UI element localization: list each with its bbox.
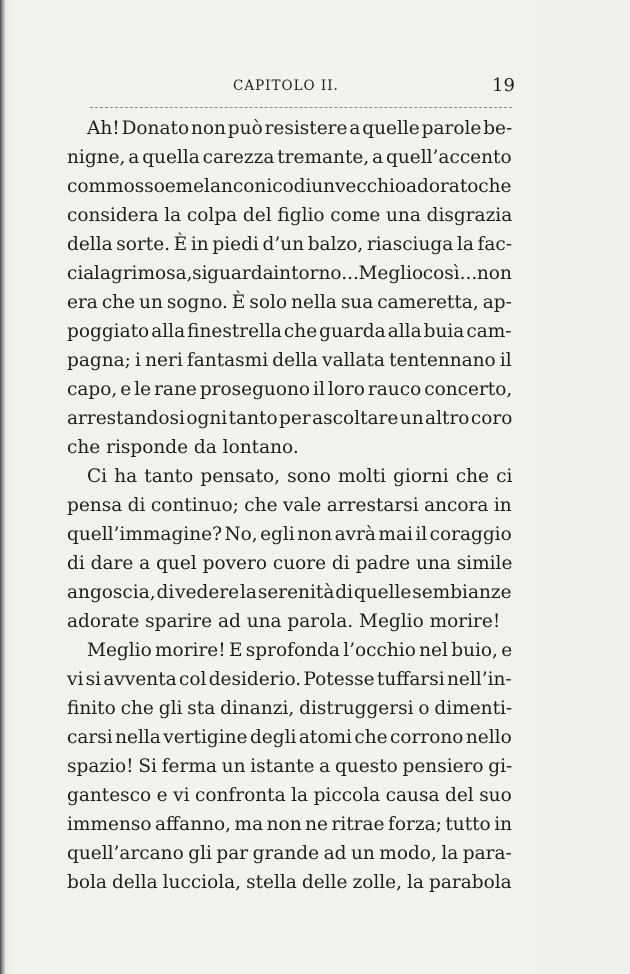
text-line: spazio! Si ferma un istante a questo pensiero gi- [67, 756, 513, 777]
text-line: Ci ha tanto pensato, sono molti giorni che ci [87, 466, 513, 487]
text-line: della sorte. È in piedi d’un balzo, riasciuga la fac- [67, 234, 513, 255]
text-line: angoscia, di vedere la serenità di quelle sembianze [67, 582, 512, 603]
text-line: poggiato alla finestrella che guarda alla buia cam- [67, 321, 512, 342]
text-line: che risponde da lontano. [67, 437, 299, 458]
text-line: immenso affanno, ma non ne ritrae forza; tutto in [67, 814, 513, 835]
text-line: pensa di continuo; che vale arrestarsi ancora in [67, 495, 512, 516]
header-rule [90, 107, 512, 108]
text-line: Ah! Donato non può resistere a quelle parole be- [87, 118, 513, 139]
text-line: vi si avventa col desiderio. Potesse tuffarsi nell’in- [67, 669, 512, 690]
text-line: arrestandosi ogni tanto per ascoltare un altro coro [67, 408, 513, 429]
text-line: gantesco e vi confronta la piccola causa del suo [67, 785, 512, 806]
page-number: 19 [492, 75, 515, 96]
text-line: di dare a quel povero cuore di padre una simile [67, 553, 513, 574]
text-line: capo, e le rane proseguono il loro rauco concerto, [67, 379, 513, 400]
text-line: quell’immagine? No, egli non avrà mai il coraggio [67, 524, 512, 545]
text-line: carsi nella vertigine degli atomi che corrono nello [67, 727, 512, 748]
chapter-heading: CAPITOLO II. [233, 78, 339, 94]
text-line: Meglio morire! E sprofonda l’occhio nel buio, e [87, 640, 513, 661]
text-line: pagna; i neri fantasmi della vallata tentennano il [67, 350, 512, 371]
text-line: era che un sogno. È solo nella sua cameretta, ap- [67, 292, 512, 313]
text-line: adorate sparire ad una parola. Meglio morire! [67, 611, 501, 632]
text-line: nigne, a quella carezza tremante, a quell’accento [67, 147, 512, 168]
page-binding-edge [0, 0, 5, 974]
text-line: considera la colpa del figlio come una disgrazia [67, 205, 513, 226]
text-line: cia lagrimosa, si guarda intorno... Meglio così... non [67, 263, 512, 284]
running-header [0, 75, 630, 100]
text-line: quell’arcano gli par grande ad un modo, la para- [67, 843, 512, 864]
text-line: commosso e melanconico di un vecchio adorato che [67, 176, 512, 197]
text-line: finito che gli sta dinanzi, distruggersi o dimenti- [67, 698, 513, 719]
text-line: bola della lucciola, stella delle zolle, la parabola [67, 872, 512, 893]
